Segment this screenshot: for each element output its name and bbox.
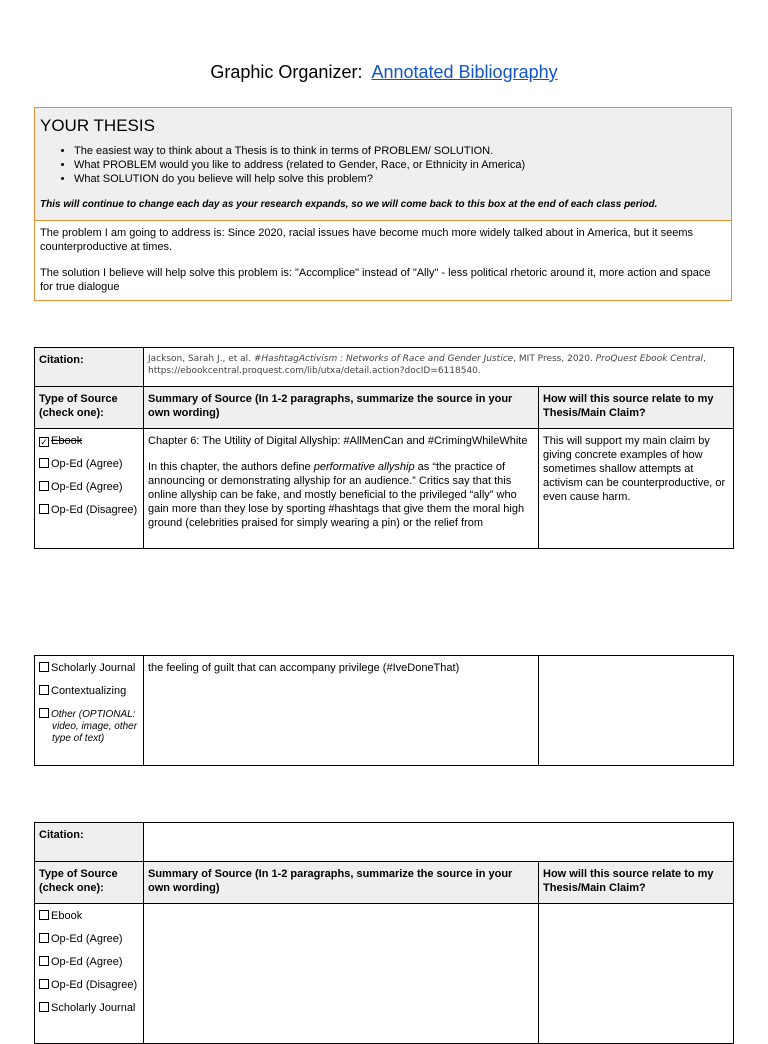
relate-cell: This will support my main claim by giving concrete examples of how sometimes shallow attempts at activism can be counterproductive, or even cause harm. <box>539 429 734 549</box>
checkbox-icon[interactable] <box>39 662 49 672</box>
citation-input[interactable] <box>144 823 734 862</box>
thesis-bullet: • The easiest way to think about a Thesis is to think in terms of PROBLEM/ SOLUTION. <box>74 144 725 158</box>
option-scholarly-journal[interactable]: Scholarly Journal <box>39 661 139 675</box>
source-table-1 <box>34 347 734 549</box>
checkbox-icon[interactable] <box>39 685 49 695</box>
citation-title: #HashtagActivism : Networks of Race and Gender Justice <box>253 354 514 364</box>
summary-cell-continued: the feeling of guilt that can accompany privilege (#IveDoneThat) <box>144 656 539 766</box>
source-type-options <box>35 429 144 549</box>
thesis-instructions <box>35 108 731 221</box>
checkbox-icon[interactable] <box>39 956 49 966</box>
option-other[interactable]: Other (OPTIONAL: video, image, other type of text) <box>39 707 139 745</box>
problem-statement: The problem I am going to address is: Since 2020, racial issues have become much more widely talked about in America, but it seems counterproductive at times. <box>40 227 693 253</box>
type-of-source-label: Type of Source (check one): <box>35 862 144 904</box>
citation-database: ProQuest Ebook Central <box>595 354 704 364</box>
citation-label: Citation: <box>35 823 144 862</box>
thesis-bullet-list <box>40 144 725 186</box>
thesis-box <box>34 107 732 301</box>
checkbox-icon[interactable] <box>39 458 49 468</box>
summary-label: Summary of Source (In 1-2 paragraphs, summarize the source in your own wording) <box>144 387 539 429</box>
summary-chapter: Chapter 6: The Utility of Digital Allyship: #AllMenCan and #CrimingWhileWhite <box>148 435 528 447</box>
annotated-bibliography-link[interactable]: Annotated Bibliography <box>371 62 558 82</box>
option-scholarly-journal[interactable]: Scholarly Journal <box>39 1001 139 1015</box>
type-of-source-label: Type of Source (check one): <box>35 387 144 429</box>
option-op-ed-agree-2[interactable]: Op-Ed (Agree) <box>39 955 139 969</box>
summary-label: Summary of Source (In 1-2 paragraphs, summarize the source in your own wording) <box>144 862 539 904</box>
option-op-ed-agree[interactable]: Op-Ed (Agree) <box>39 932 139 946</box>
thesis-bullet: • What PROBLEM would you like to address (related to Gender, Race, or Ethnicity in America) <box>74 158 725 172</box>
thesis-bullet: • What SOLUTION do you believe will help solve this problem? <box>74 172 725 186</box>
checkbox-icon[interactable] <box>39 1002 49 1012</box>
source-table-1-continued <box>34 655 734 766</box>
citation-text: Jackson, Sarah J., et al. #HashtagActivism : Networks of Race and Gender Justice, MIT Press, 2020. ProQuest Ebook Central, https://ebookcentral.proquest.com/lib/utxa/detail.action?docID=6118540. <box>144 348 734 387</box>
checkbox-icon[interactable] <box>39 504 49 514</box>
page-title <box>0 62 768 83</box>
option-op-ed-disagree[interactable]: Op-Ed (Disagree) <box>39 978 139 992</box>
relate-cell-continued <box>539 656 734 766</box>
option-op-ed-disagree[interactable]: Op-Ed (Disagree) <box>39 503 139 517</box>
citation-label: Citation: <box>35 348 144 387</box>
checkbox-icon[interactable] <box>39 933 49 943</box>
checkbox-icon[interactable] <box>39 910 49 920</box>
option-op-ed-agree-2[interactable]: Op-Ed (Agree) <box>39 480 139 494</box>
checkbox-checked-icon[interactable]: ✓ <box>40 437 48 447</box>
relate-label: How will this source relate to my Thesis/Main Claim? <box>539 387 734 429</box>
thesis-answers <box>35 221 731 300</box>
checkbox-icon[interactable] <box>39 481 49 491</box>
source-table-2 <box>34 822 734 1044</box>
option-ebook[interactable]: ✓ Ebook <box>40 435 83 447</box>
checkbox-icon[interactable] <box>39 979 49 989</box>
solution-statement: The solution I believe will help solve this problem is: "Accomplice" instead of "Ally" - less political rhetoric around it, more action and space for true dialogue <box>40 267 711 293</box>
summary-input[interactable] <box>144 904 539 1044</box>
thesis-heading: YOUR THESIS <box>40 116 155 135</box>
option-contextualizing[interactable]: Contextualizing <box>39 684 139 698</box>
thesis-note: This will continue to change each day as your research expands, so we will come back to this box at the end of each class period. <box>40 199 658 210</box>
summary-paragraph: In this chapter, the authors define performative allyship as “the practice of announcing or demonstrating allyship for an audience.” Critics say that this online allyship can be fake, and mostly beneficial to the privileged “ally” who gain more than they lose by sporting #hashtags that give them the moral high ground (celebrities praised for simply wearing a pin) or the relief from <box>148 461 525 529</box>
checkbox-icon[interactable] <box>39 708 49 718</box>
source-type-options <box>35 904 144 1044</box>
option-op-ed-agree[interactable]: Op-Ed (Agree) <box>39 457 139 471</box>
relate-label: How will this source relate to my Thesis/Main Claim? <box>539 862 734 904</box>
relate-input[interactable] <box>539 904 734 1044</box>
source-type-options-continued <box>35 656 144 766</box>
summary-cell <box>144 429 539 549</box>
option-ebook[interactable]: Ebook <box>39 909 139 923</box>
title-prefix: Graphic Organizer: <box>210 62 363 82</box>
